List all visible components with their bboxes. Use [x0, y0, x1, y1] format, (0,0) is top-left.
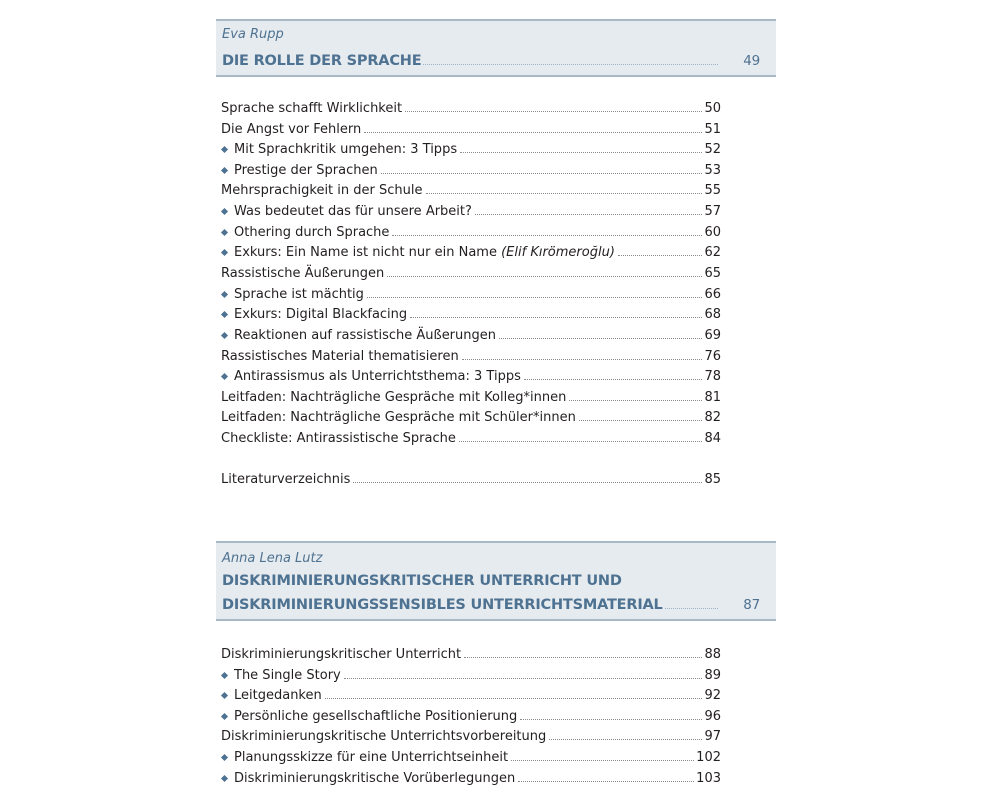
diamond-bullet-icon: [221, 167, 228, 174]
toc-entry[interactable]: [221, 344, 721, 364]
toc-entry-page: 53: [704, 163, 721, 178]
toc-entry[interactable]: [221, 745, 721, 765]
toc-entry-label: Diskriminierungskritische Vorüberlegungen: [234, 771, 516, 786]
toc-entry-page: 96: [704, 709, 721, 724]
toc-entry-label: [234, 245, 615, 260]
toc-entry-page: 82: [704, 410, 721, 425]
toc-entry-label: Checkliste: Antirassistische Sprache: [221, 431, 456, 446]
leader-dots: [387, 276, 702, 277]
toc-entry[interactable]: [221, 364, 721, 384]
toc-entry-label: Leitgedanken: [234, 688, 322, 703]
toc-entry-label: Leitfaden: Nachträgliche Gespräche mit Kolleg*innen: [221, 390, 567, 405]
toc-entry[interactable]: [221, 766, 721, 786]
toc-entry-label: Prestige der Sprachen: [234, 163, 378, 178]
leader-dots: [579, 420, 703, 421]
leader-dots: [381, 173, 703, 174]
diamond-bullet-icon: [221, 373, 228, 380]
diamond-bullet-icon: [221, 249, 228, 256]
toc-entry-label: Sprache schafft Wirklichkeit: [221, 101, 403, 116]
diamond-bullet-icon: [221, 311, 228, 318]
toc-entry-page: 76: [704, 349, 721, 364]
diamond-bullet-icon: [221, 229, 228, 236]
leader-dots: [618, 255, 703, 256]
chapter-title-text: DIE ROLLE DER SPRACHE: [222, 53, 422, 69]
toc-entry-label: Diskriminierungskritische Unterrichtsvorbereitung: [221, 729, 547, 744]
chapter-author: Eva Rupp: [222, 27, 284, 42]
leader-dots: [499, 338, 702, 339]
leader-dots: [353, 482, 702, 483]
toc-entry-label: Rassistische Äußerungen: [221, 266, 385, 281]
toc-entry[interactable]: [221, 282, 721, 302]
leader-dots: [520, 719, 702, 720]
toc-entry-page: 81: [704, 390, 721, 405]
chapter-title-text: DISKRIMINIERUNGSSENSIBLES UNTERRICHTSMATERIAL: [222, 597, 663, 613]
toc-entry[interactable]: [221, 220, 721, 240]
chapter-title: [222, 47, 760, 69]
toc-entry-label: Exkurs: Digital Blackfacing: [234, 307, 408, 322]
toc-entry-label: Mit Sprachkritik umgehen: 3 Tipps: [234, 142, 458, 157]
toc-entry[interactable]: [221, 158, 721, 178]
leader-dots: [511, 760, 694, 761]
chapter-page-number: 87: [743, 597, 760, 613]
diamond-bullet-icon: [221, 713, 228, 720]
leader-dots: [426, 193, 703, 194]
leader-dots: [518, 781, 694, 782]
toc-entry-page: 62: [704, 245, 721, 260]
toc-entry-page: 57: [704, 204, 721, 219]
toc-entry-page: 55: [704, 183, 721, 198]
toc-entry-page: 89: [704, 668, 721, 683]
toc-entry[interactable]: [221, 261, 721, 281]
leader-dots: [569, 400, 702, 401]
diamond-bullet-icon: [221, 208, 228, 215]
toc-entry-label: The Single Story: [234, 668, 341, 683]
chapter-author: Anna Lena Lutz: [222, 551, 323, 566]
leader-dots: [405, 111, 702, 112]
toc-entry[interactable]: [221, 405, 721, 425]
leader-dots: [344, 678, 703, 679]
chapter-title: [222, 569, 720, 589]
leader-dots: [367, 297, 703, 298]
toc-entry-label-text: Exkurs: Ein Name ist nicht nur ein Name: [234, 245, 497, 260]
leader-dots: [464, 657, 702, 658]
toc-entry-page: 97: [704, 729, 721, 744]
toc-entry-label: Was bedeutet das für unsere Arbeit?: [234, 204, 472, 219]
toc-entry[interactable]: [221, 323, 721, 343]
toc-entry[interactable]: [221, 663, 721, 683]
diamond-bullet-icon: [221, 775, 228, 782]
leader-dots: [392, 235, 702, 236]
leader-dots: [325, 698, 703, 699]
chapter-header-1: [216, 19, 776, 77]
diamond-bullet-icon: [221, 332, 228, 339]
toc-entry-page: 65: [704, 266, 721, 281]
leader-dots: [364, 132, 702, 133]
toc-entry-page: 84: [704, 431, 721, 446]
leader-dots: [423, 64, 718, 65]
leader-dots: [459, 441, 703, 442]
toc-entry-page: 69: [704, 328, 721, 343]
toc-entry-page: 66: [704, 287, 721, 302]
toc-entry-page: 78: [704, 369, 721, 384]
toc-entry[interactable]: [221, 704, 721, 724]
toc-entry-page: 60: [704, 225, 721, 240]
toc-entry-label: Leitfaden: Nachträgliche Gespräche mit Schüler*innen: [221, 410, 576, 425]
toc-entry-label: Planungsskizze für eine Unterrichtseinheit: [234, 750, 509, 765]
toc-entry[interactable]: [221, 642, 721, 662]
toc-entry-page: 50: [704, 101, 721, 116]
toc-entry-page: 51: [704, 122, 721, 137]
toc-entry[interactable]: [221, 426, 721, 446]
toc-entry[interactable]: [221, 385, 721, 405]
toc-entry-label: Rassistisches Material thematisieren: [221, 349, 459, 364]
toc-entry-page: 68: [704, 307, 721, 322]
chapter-title-text: DISKRIMINIERUNGSKRITISCHER UNTERRICHT UND: [222, 573, 622, 589]
toc-entry-page: 88: [704, 647, 721, 662]
chapter-page-number: 49: [743, 53, 760, 69]
leader-dots: [460, 152, 702, 153]
toc-entry[interactable]: [221, 302, 721, 322]
toc-entry[interactable]: [221, 467, 721, 487]
toc-entry[interactable]: [221, 117, 721, 137]
toc-entry[interactable]: [221, 178, 721, 198]
leader-dots: [665, 608, 718, 609]
toc-entry-page: 52: [704, 142, 721, 157]
diamond-bullet-icon: [221, 672, 228, 679]
toc-entry[interactable]: [221, 137, 721, 157]
diamond-bullet-icon: [221, 146, 228, 153]
toc-entry[interactable]: [221, 240, 721, 260]
toc-entry-label: Antirassismus als Unterrichtsthema: 3 Tipps: [234, 369, 521, 384]
diamond-bullet-icon: [221, 692, 228, 699]
toc-entry[interactable]: [221, 199, 721, 219]
toc-entry[interactable]: [221, 683, 721, 703]
toc-entry-page: 92: [704, 688, 721, 703]
toc-entry[interactable]: [221, 724, 721, 744]
toc-entry-label: Die Angst vor Fehlern: [221, 122, 362, 137]
toc-entry-label: Literaturverzeichnis: [221, 472, 351, 487]
toc-entry-page: 103: [696, 771, 721, 786]
toc-entry-label: Othering durch Sprache: [234, 225, 390, 240]
diamond-bullet-icon: [221, 754, 228, 761]
leader-dots: [462, 359, 703, 360]
leader-dots: [549, 739, 702, 740]
toc-entry-label: Sprache ist mächtig: [234, 287, 364, 302]
leader-dots: [410, 317, 702, 318]
toc-entry-label: Persönliche gesellschaftliche Positionierung: [234, 709, 518, 724]
toc-entry[interactable]: [221, 96, 721, 116]
toc-entry-page: 85: [704, 472, 721, 487]
leader-dots: [475, 214, 703, 215]
toc-entry-label: Mehrsprachigkeit in der Schule: [221, 183, 423, 198]
chapter-title: [222, 591, 760, 613]
toc-entry-label: Diskriminierungskritischer Unterricht: [221, 647, 462, 662]
diamond-bullet-icon: [221, 291, 228, 298]
toc-entry-label: Reaktionen auf rassistische Äußerungen: [234, 328, 496, 343]
toc-entry-page: 102: [696, 750, 721, 765]
leader-dots: [524, 379, 703, 380]
chapter-header-2: [216, 541, 776, 621]
toc-entry-label-author: (Elif Kırömeroğlu): [501, 245, 615, 260]
